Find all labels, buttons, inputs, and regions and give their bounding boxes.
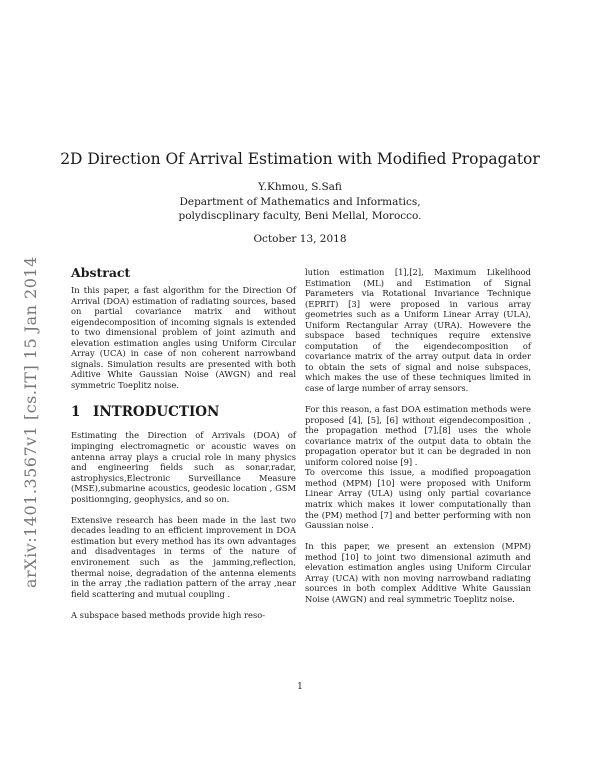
intro-paragraph-2: Extensive research has been made in the last two decades leading to an efficient improvement in DOA estimation but every method has its own advantages and disadventages in terms of the nature of environement such as the jamming,reflection, thermal noise, degradation of the antenna elements in the array ,the radiation pattern of the array ,near field scattering and mutual coupling . bbox=[71, 514, 296, 599]
section-heading-introduction bbox=[71, 404, 296, 420]
intro-paragraph-1: Estimating the Direction of Arrivals (DOA) of impinging electromagnetic or acoustic waves on antenna array plays a crucial role in many physics and engineering fields such as sonar,radar, astrophysics,Electronic Surveillance Measure (MSE),submarine acoustics, geodesic location , GSM positionnging, geophysics, and so on. bbox=[71, 430, 296, 504]
paper-date: October 13, 2018 bbox=[253, 233, 347, 245]
page-number: 1 bbox=[297, 682, 303, 692]
section-number: 1 bbox=[71, 404, 81, 421]
abstract-heading: Abstract bbox=[71, 265, 131, 280]
right-paragraph-1: lution estimation [1],[2], Maximum Likelihood Estimation (ML) and Estimation of Signal Parameters via Rotational Invariance Technique (EPRIT) [3] were proposed in various array geometries such as a Uniform Linear Array (ULA), Uniform Rectangular Array (URA). Howevere the subspace based techniques require extensive computation of the eigendecomposition of covariance matrix of the array output data in order to obtain the sets of signal and noise subspaces, which makes the use of these techniques limited in case of large number of array sensors. bbox=[305, 267, 531, 394]
right-paragraph-4: In this paper, we present an extension (MPM) method [10] to joint two dimensional azimuth and elevation estimation angles using Uniform Circular Array (UCA) with non moving narrowband radiating sources in both complex Additive White Gaussian Noise (AWGN) and real symmetric Toeplitz noise. bbox=[305, 541, 531, 604]
author-block bbox=[100, 180, 500, 224]
intro-paragraph-3: A subspace based methods provide high reso- bbox=[71, 609, 266, 620]
affiliation-line-1: Department of Mathematics and Informatics, bbox=[179, 195, 421, 208]
affiliation-line-2: polydiscplinary faculty, Beni Mellal, Morocco. bbox=[178, 210, 422, 222]
paper-title: 2D Direction Of Arrival Estimation with Modified Propagator bbox=[60, 150, 540, 168]
section-title: INTRODUCTION bbox=[93, 404, 220, 421]
arxiv-stamp-text: arXiv:1401.3567v1 [cs.IT] 15 Jan 2014 bbox=[21, 256, 40, 588]
abstract-text: In this paper, a fast algorithm for the Direction Of Arrival (DOA) estimation of radiating sources, based on partial covariance matrix and without eigendecomposition of incoming signals is extended to two dimensional problem of joint azimuth and elevation estimation angles using Uniform Circular Array (UCA) in case of non coherent narrowband signals. Simulation results are presented with both Aditive White Gaussian Noise (AWGN) and real symmetric Toeplitz noise. bbox=[71, 285, 296, 390]
arxiv-identifier-stamp bbox=[20, 210, 42, 590]
right-paragraph-3: To overcome this issue, a modified propoagation method (MPM) [10] were proposed with Uniform Linear Array (ULA) using only partial covariance matrix which makes it lower computationally than the (PM) method [7] and better performing with non Gaussian noise . bbox=[305, 467, 531, 531]
right-column bbox=[305, 267, 531, 615]
author-names: Y.Khmou, S.Safi bbox=[258, 181, 342, 193]
left-column bbox=[71, 266, 296, 620]
right-paragraph-2: For this reason, a fast DOA estimation methods were proposed [4], [5], [6] without eigendecomposition , the propagation method [7],[8] uses the whole covariance matrix of the output data to obtain the propagation operator but it can be degraded in non uniform colored noise [9] . bbox=[305, 404, 531, 467]
